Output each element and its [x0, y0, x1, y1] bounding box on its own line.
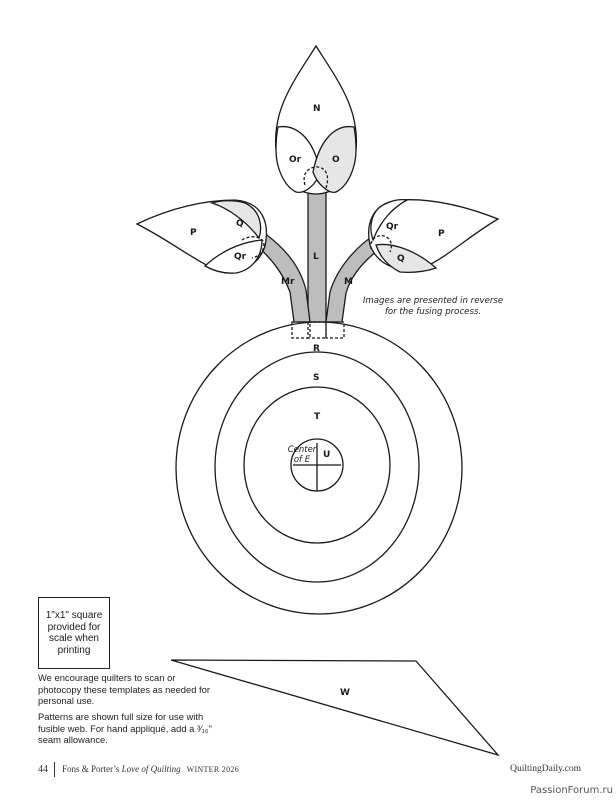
label-o: O [332, 155, 340, 165]
label-q-left: Q [236, 219, 244, 229]
scan-permission-paragraph: We encourage quilters to scan or photocopy these templates as needed for personal use. [38, 672, 210, 707]
magazine-title [62, 764, 239, 774]
label-qr-left: Qr [234, 252, 247, 262]
label-u: U [323, 450, 331, 460]
website-link[interactable]: QuiltingDaily.com [510, 764, 581, 774]
page-footer [38, 764, 581, 778]
label-l: L [313, 252, 319, 262]
scale-box-text: 1"x1" square provided for scale when printing [45, 610, 103, 656]
label-p-right: P [438, 229, 445, 239]
magazine-title-italic: Love of Quilting [121, 764, 181, 774]
watermark-text: PassionForum.ru [530, 785, 613, 796]
template-w-shape [171, 660, 498, 755]
label-q-right: Q [397, 254, 405, 264]
label-mr: Mr [281, 277, 295, 287]
footer-divider [54, 762, 55, 777]
seam-allowance-paragraph: Patterns are shown full size for use with fusible web. For hand appliqué, add a ³⁄₁₆" seam allowance. [38, 711, 212, 746]
label-n: N [313, 104, 321, 114]
overlap-box-center [308, 322, 326, 338]
label-center-line1: Center [287, 445, 317, 455]
label-t: T [314, 412, 321, 422]
label-m: M [344, 277, 353, 287]
issue-label: WINTER 2026 [186, 765, 239, 774]
label-or: Or [289, 155, 302, 165]
label-s: S [313, 373, 320, 383]
label-qr-right: Qr [386, 222, 399, 232]
label-p-left: P [190, 228, 197, 238]
template-l-stem [308, 177, 326, 322]
page-number: 44 [38, 764, 48, 775]
magazine-title-prefix: Fons & Porter’s [62, 764, 122, 774]
reverse-image-note: Images are presented in reverse for the fusing process. [362, 296, 504, 317]
label-r: R [313, 344, 320, 354]
label-center-line2: of E [293, 455, 311, 465]
label-w: W [340, 688, 350, 698]
scale-reference-square [38, 597, 110, 669]
